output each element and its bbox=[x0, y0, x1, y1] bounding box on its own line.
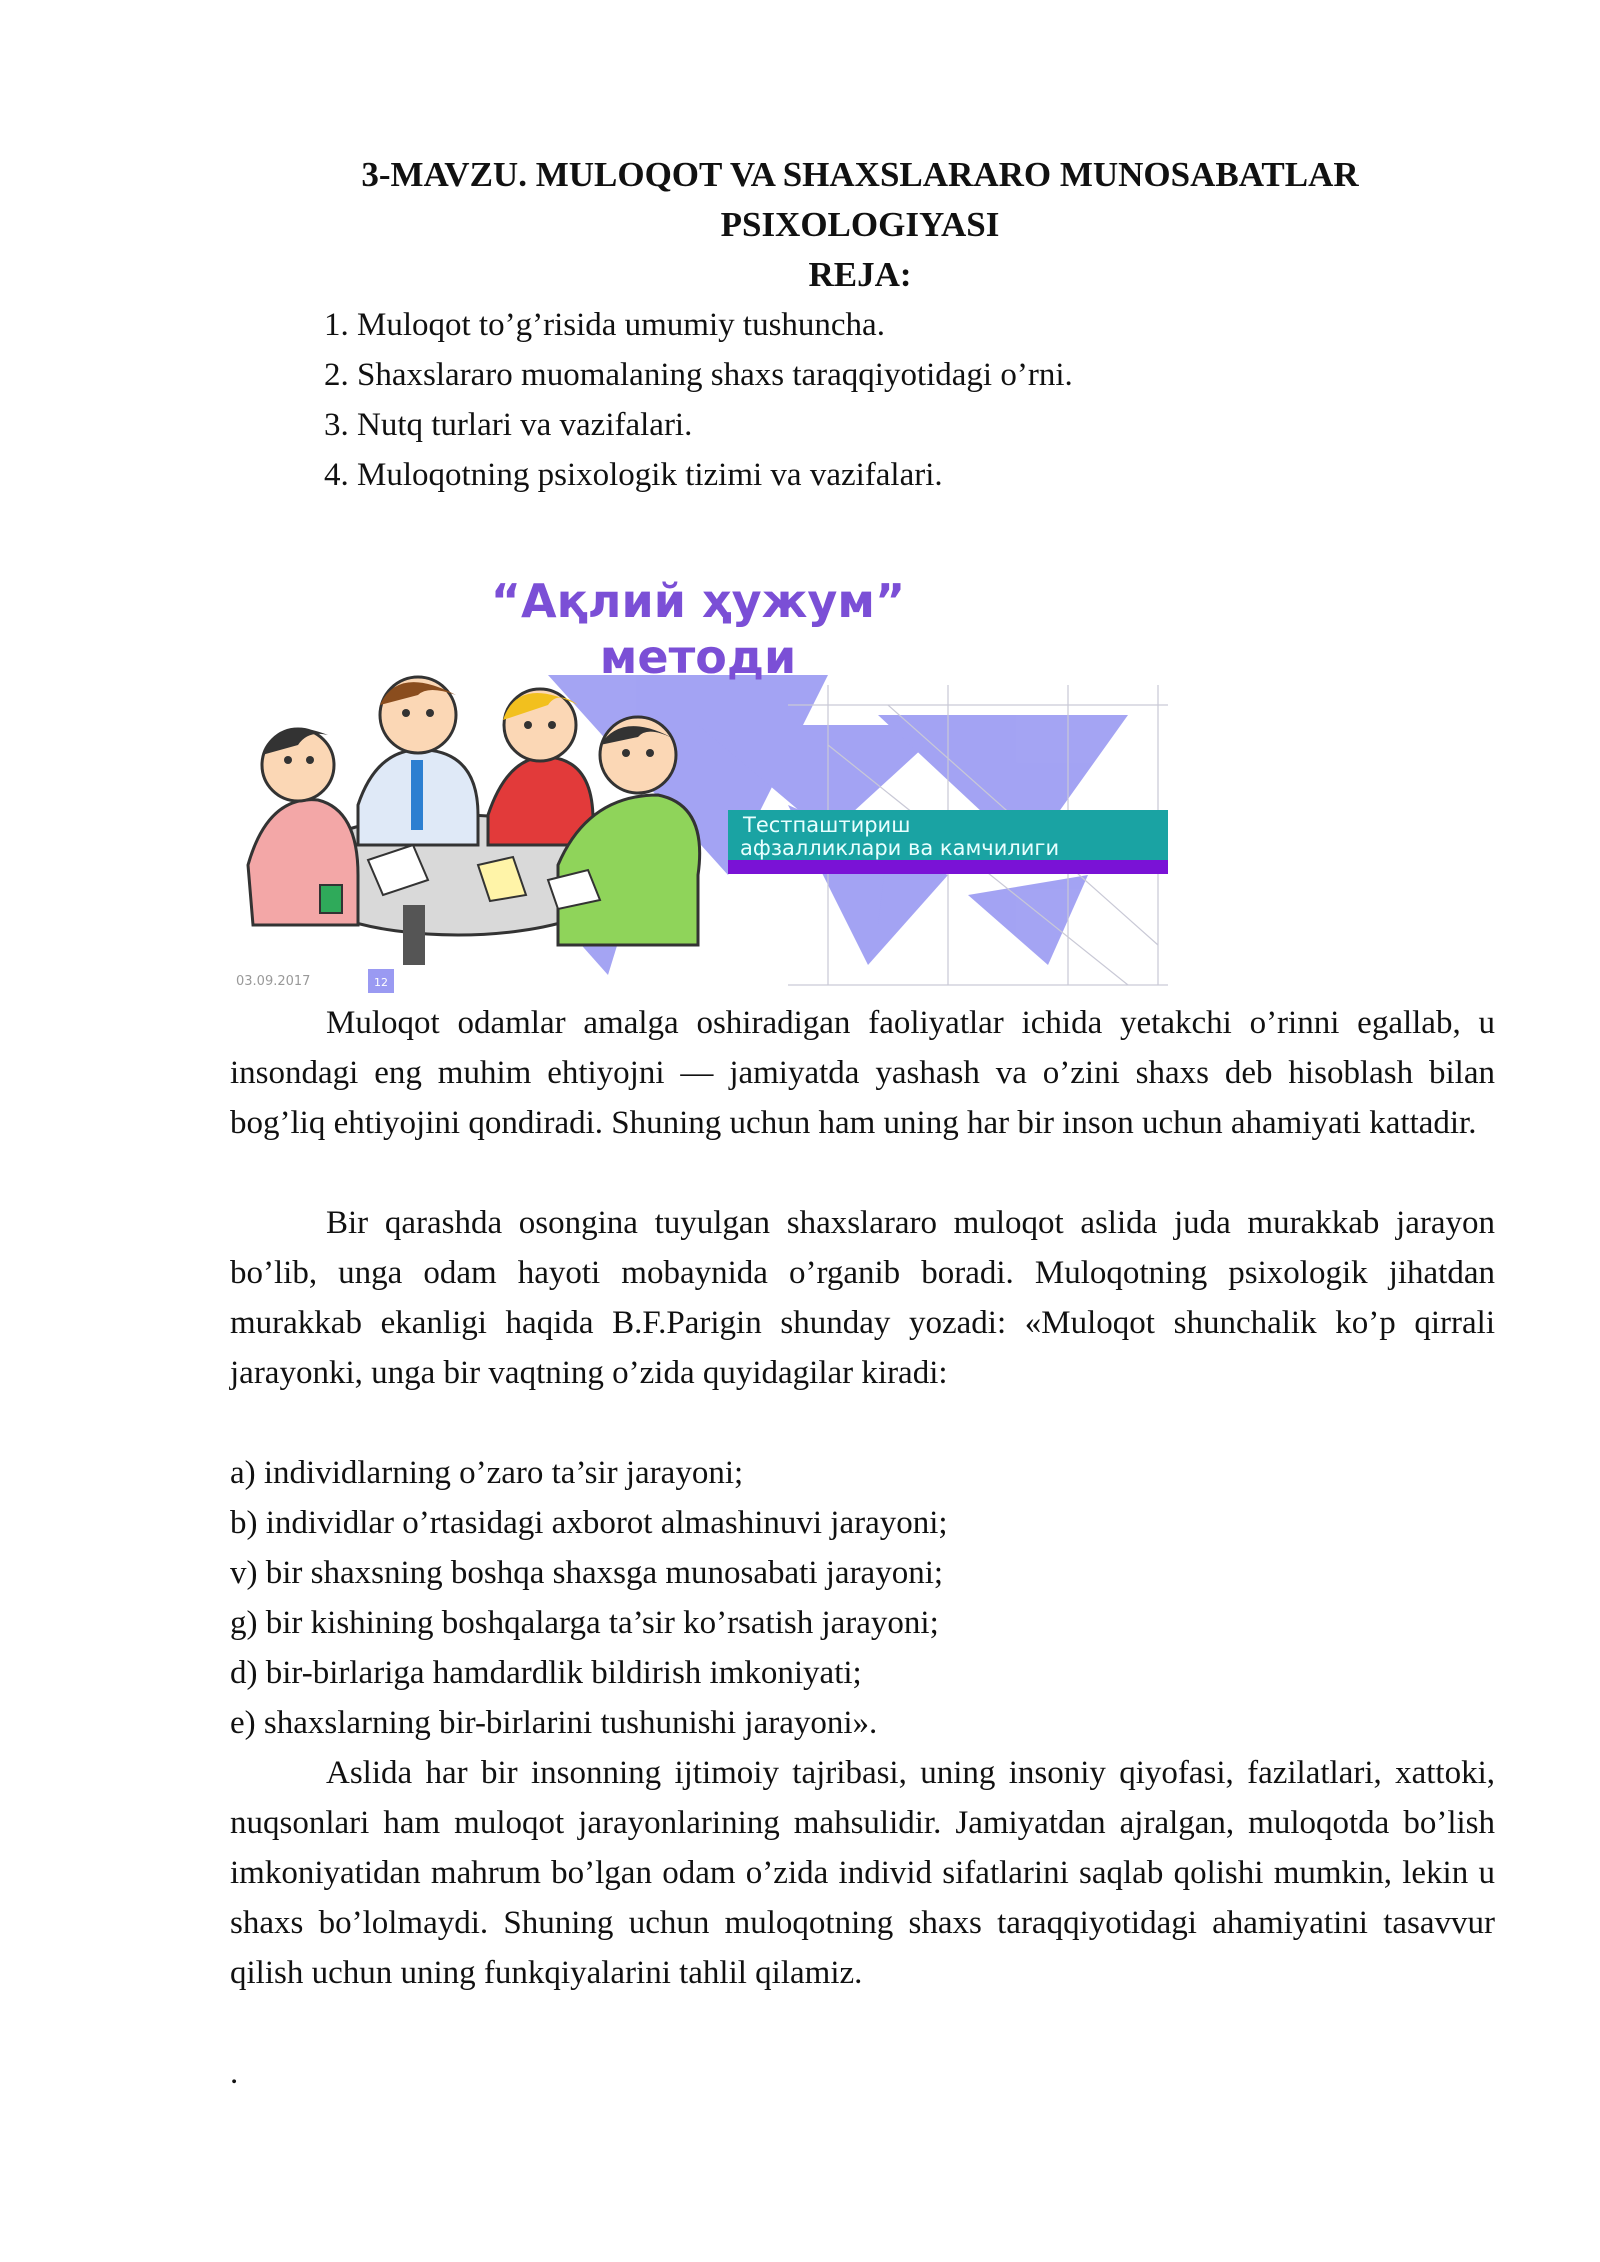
meeting-illustration bbox=[248, 677, 700, 965]
topic-title-line2: PSIXOLOGIYASI bbox=[720, 205, 1000, 244]
brainstorm-slide-image bbox=[228, 545, 1178, 1000]
slide-title-line2: методи bbox=[599, 630, 797, 684]
paragraph-conclusion: Aslida har bir insonning ijtimoiy tajribasi, uning insoniy qiyofasi, fazilatlari, xattoki, nuqsonlari ham muloqot jarayonlarining mahsulidir. Jamiyatdan ajralgan, muloqotda bo’lish imkoniyatidan mahrum bo’lgan odam o’zida individ sifatlarini saqlab qolishi mumkin, lekin u shaxs bo’lolmaydi. Shuning uchun muloqotning shaxs taraqqiyotidagi ahamiyatini tasavvur qilish uchun uning funkqiyalarini tahlil qilamiz. bbox=[230, 1755, 1495, 1991]
process-item: a) individlarning o’zaro ta’sir jarayoni; bbox=[230, 1455, 744, 1491]
plan-list bbox=[324, 300, 1073, 500]
slide-banner-stripe bbox=[728, 860, 1168, 874]
slide-number: 12 bbox=[374, 976, 388, 989]
process-item: e) shaxslarning bir-birlarini tushunishi jarayoni». bbox=[230, 1705, 878, 1741]
process-item: g) bir kishining boshqalarga ta’sir ko’rsatish jarayoni; bbox=[230, 1605, 939, 1641]
process-item: v) bir shaxsning boshqa shaxsga munosabati jarayoni; bbox=[230, 1555, 944, 1591]
paragraph-parigin: Bir qarashda osongina tuyulgan shaxslararo muloqot aslida juda murakkab jarayon bo’lib, unga odam hayoti mobaynida o’rganib boradi. Muloqotning psixologik jihatdan murakkab ekanligi haqida B.F.Parigin shunday yozadi: «Muloqot shunchalik ko’p qirrali jarayonki, unga bir vaqtning o’zida quyidagilar kiradi: bbox=[230, 1205, 1495, 1391]
process-item: d) bir-birlariga hamdardlik bildirish imkoniyati; bbox=[230, 1655, 862, 1691]
slide-title-line1: “Ақлий ҳужум” bbox=[490, 574, 906, 628]
slide-date: 03.09.2017 bbox=[236, 974, 311, 989]
paragraph-intro: Muloqot odamlar amalga oshiradigan faoliyatlar ichida yetakchi o’rinni egallab, u insondagi eng muhim ehtiyojni — jamiyatda yashash va o’zini shaxs deb hisoblash bilan bog’liq ehtiyojini qondiradi. Shuning uchun ham uning har bir inson uchun ahamiyati kattadir. bbox=[230, 1005, 1495, 1141]
banner-line1: Тестпаштириш bbox=[743, 813, 911, 837]
banner-line2: афзалликлари ва камчилиги bbox=[740, 836, 1060, 860]
plan-title: REJA: bbox=[808, 255, 912, 294]
process-item: b) individlar o’rtasidagi axborot almashinuvi jarayoni; bbox=[230, 1505, 948, 1541]
trailing-mark: . bbox=[230, 2055, 239, 2091]
topic-title-line1: 3-MAVZU. MULOQOT VA SHAXSLARARO MUNOSABATLAR bbox=[361, 155, 1359, 194]
plan-item: 4. Muloqotning psixologik tizimi va vazifalari. bbox=[324, 457, 943, 493]
plan-item: 3. Nutq turlari va vazifalari. bbox=[324, 407, 693, 443]
process-list bbox=[230, 1448, 948, 1748]
plan-item: 2. Shaxslararo muomalaning shaxs taraqqiyotidagi o’rni. bbox=[324, 357, 1073, 393]
plan-item: 1. Muloqot to’g’risida umumiy tushuncha. bbox=[324, 307, 885, 343]
